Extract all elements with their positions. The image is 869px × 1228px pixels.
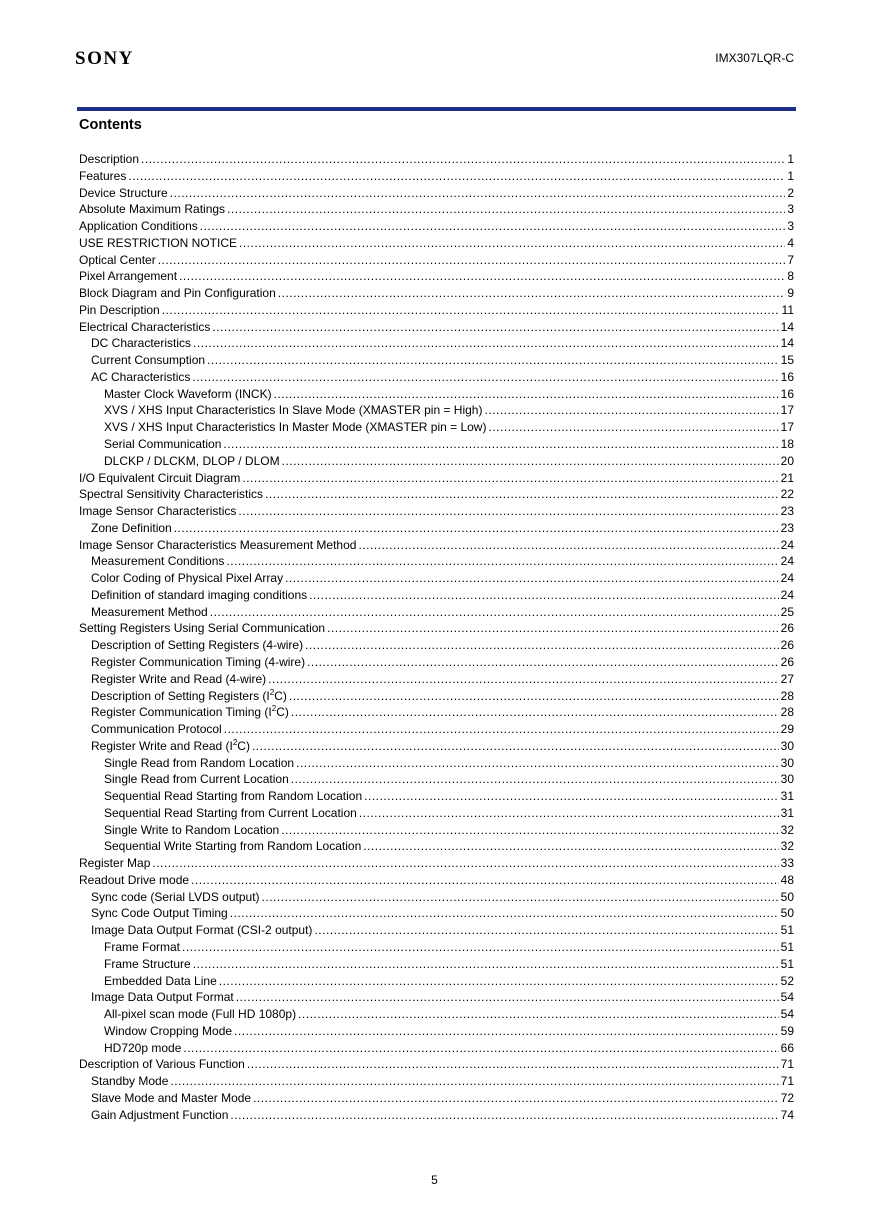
dot-leader bbox=[152, 855, 778, 872]
toc-entry-title: Communication Protocol bbox=[91, 722, 222, 737]
toc-entry-title: Color Coding of Physical Pixel Array bbox=[91, 571, 284, 586]
toc-entry-page: 31 bbox=[780, 805, 794, 820]
toc-entry-title: XVS / XHS Input Characteristics In Slave Mode (XMASTER pin = High) bbox=[104, 403, 483, 418]
table-of-contents bbox=[79, 151, 794, 1123]
toc-entry-page: 24 bbox=[780, 587, 794, 602]
toc-entry-page: 22 bbox=[780, 487, 794, 502]
toc-entry-page: 24 bbox=[780, 537, 794, 552]
dot-leader bbox=[281, 822, 778, 839]
toc-entry[interactable] bbox=[79, 738, 794, 755]
toc-entry-page: 30 bbox=[780, 772, 794, 787]
toc-entry[interactable] bbox=[79, 1023, 794, 1040]
toc-entry-title: Embedded Data Line bbox=[104, 973, 217, 988]
dot-leader bbox=[268, 671, 778, 688]
toc-entry-title: Frame Format bbox=[104, 939, 181, 954]
toc-entry-title: Register Write and Read (4-wire) bbox=[91, 671, 267, 686]
dot-leader bbox=[253, 1090, 779, 1107]
toc-entry-title: Slave Mode and Master Mode bbox=[91, 1090, 252, 1105]
toc-entry-page: 52 bbox=[780, 973, 794, 988]
dot-leader bbox=[192, 369, 778, 386]
toc-entry-title: Block Diagram and Pin Configuration bbox=[79, 286, 276, 301]
dot-leader bbox=[262, 889, 779, 906]
toc-entry-page: 54 bbox=[780, 990, 794, 1005]
toc-entry[interactable] bbox=[79, 637, 794, 654]
dot-leader bbox=[327, 620, 779, 637]
toc-entry[interactable] bbox=[79, 889, 794, 906]
toc-entry[interactable] bbox=[79, 905, 794, 922]
toc-entry-title: Sequential Write Starting from Random Location bbox=[104, 839, 362, 854]
toc-entry[interactable] bbox=[79, 319, 794, 336]
toc-entry-page: 17 bbox=[780, 420, 794, 435]
toc-entry-page: 66 bbox=[780, 1040, 794, 1055]
toc-entry[interactable] bbox=[79, 235, 794, 252]
toc-entry-title: Window Cropping Mode bbox=[104, 1023, 233, 1038]
toc-entry[interactable] bbox=[79, 386, 794, 403]
dot-leader bbox=[226, 553, 778, 570]
toc-entry[interactable] bbox=[79, 201, 794, 218]
dot-leader bbox=[238, 503, 778, 520]
toc-entry-title: Sequential Read Starting from Current Location bbox=[104, 805, 357, 820]
toc-entry-page: 1 bbox=[787, 152, 794, 166]
toc-entry[interactable] bbox=[79, 654, 794, 671]
toc-entry-title: Description of Setting Registers (4-wire) bbox=[91, 638, 304, 653]
dot-leader bbox=[239, 235, 785, 252]
dot-leader bbox=[158, 252, 786, 269]
toc-entry[interactable] bbox=[79, 218, 794, 235]
toc-entry-title: Pin Description bbox=[79, 302, 160, 317]
dot-leader bbox=[162, 302, 780, 319]
dot-leader bbox=[207, 352, 779, 369]
toc-entry-page: 24 bbox=[780, 571, 794, 586]
toc-entry-page: 26 bbox=[780, 638, 794, 653]
dot-leader bbox=[314, 922, 778, 939]
toc-entry[interactable] bbox=[79, 1056, 794, 1073]
toc-entry-page: 23 bbox=[780, 520, 794, 535]
toc-entry-page: 14 bbox=[780, 336, 794, 351]
toc-entry-page: 31 bbox=[780, 789, 794, 804]
dot-leader bbox=[191, 872, 779, 889]
toc-entry-page: 30 bbox=[780, 738, 794, 753]
dot-leader bbox=[298, 1006, 779, 1023]
toc-entry-title: Current Consumption bbox=[91, 353, 206, 368]
toc-entry[interactable] bbox=[79, 872, 794, 889]
toc-entry[interactable] bbox=[79, 470, 794, 487]
dot-leader bbox=[274, 386, 779, 403]
toc-entry-title: Master Clock Waveform (INCK) bbox=[104, 386, 272, 401]
dot-leader bbox=[212, 319, 778, 336]
toc-entry-page: 51 bbox=[780, 956, 794, 971]
toc-entry[interactable] bbox=[79, 771, 794, 788]
toc-entry-page: 33 bbox=[780, 856, 794, 871]
toc-entry-page: 74 bbox=[780, 1107, 794, 1122]
dot-leader bbox=[128, 168, 785, 185]
toc-entry[interactable] bbox=[79, 252, 794, 269]
toc-entry[interactable] bbox=[79, 973, 794, 990]
toc-entry[interactable] bbox=[79, 989, 794, 1006]
toc-entry-title: Definition of standard imaging conditions bbox=[91, 587, 308, 602]
toc-entry-title: DLCKP / DLCKM, DLOP / DLOM bbox=[104, 453, 280, 468]
toc-entry-title: Register Map bbox=[79, 856, 151, 871]
dot-leader bbox=[278, 285, 786, 302]
toc-entry[interactable] bbox=[79, 168, 794, 185]
toc-entry-title: Sync Code Output Timing bbox=[91, 906, 228, 921]
toc-entry[interactable] bbox=[79, 436, 794, 453]
toc-entry[interactable] bbox=[79, 1107, 794, 1124]
toc-entry-page: 4 bbox=[787, 235, 794, 250]
dot-leader bbox=[358, 537, 778, 554]
toc-entry-page: 71 bbox=[780, 1074, 794, 1089]
toc-entry-page: 20 bbox=[780, 453, 794, 468]
toc-entry-title: Readout Drive mode bbox=[79, 872, 190, 887]
toc-entry-title: Single Read from Current Location bbox=[104, 772, 289, 787]
toc-entry-page: 8 bbox=[787, 269, 794, 284]
toc-entry[interactable] bbox=[79, 1040, 794, 1057]
toc-entry[interactable] bbox=[79, 185, 794, 202]
toc-entry-page: 21 bbox=[780, 470, 794, 485]
dot-leader bbox=[282, 453, 779, 470]
toc-entry[interactable] bbox=[79, 671, 794, 688]
toc-entry[interactable] bbox=[79, 335, 794, 352]
toc-entry-page: 15 bbox=[780, 353, 794, 368]
toc-entry[interactable] bbox=[79, 755, 794, 772]
dot-leader bbox=[174, 520, 779, 537]
toc-entry-title: Serial Communication bbox=[104, 437, 222, 452]
dot-leader bbox=[309, 587, 779, 604]
toc-entry[interactable] bbox=[79, 822, 794, 839]
dot-leader bbox=[227, 201, 785, 218]
toc-entry-title: Frame Structure bbox=[104, 956, 191, 971]
toc-entry-page: 32 bbox=[780, 822, 794, 837]
toc-entry-title: Features bbox=[79, 168, 127, 183]
dot-leader bbox=[285, 570, 779, 587]
toc-entry-page: 17 bbox=[780, 403, 794, 418]
toc-entry-page: 14 bbox=[780, 319, 794, 334]
toc-entry[interactable] bbox=[79, 620, 794, 637]
toc-entry-title: Optical Center bbox=[79, 252, 156, 267]
toc-entry[interactable] bbox=[79, 453, 794, 470]
toc-entry-title: Register Write and Read $(I^2C)$ bbox=[91, 737, 250, 753]
dot-leader bbox=[224, 721, 779, 738]
toc-entry-page: 72 bbox=[780, 1090, 794, 1105]
dot-leader bbox=[363, 838, 778, 855]
toc-entry-page: 24 bbox=[780, 554, 794, 569]
dot-leader bbox=[230, 1107, 778, 1124]
toc-entry-page: 3 bbox=[787, 202, 794, 217]
dot-leader bbox=[289, 688, 779, 705]
toc-entry-title: USE RESTRICTION NOTICE bbox=[79, 235, 238, 250]
toc-entry-page: 26 bbox=[780, 654, 794, 669]
dot-leader bbox=[170, 185, 786, 202]
toc-entry-title: Sync code (Serial LVDS output) bbox=[91, 889, 260, 904]
toc-entry-page: 2 bbox=[787, 185, 794, 200]
toc-entry[interactable] bbox=[79, 956, 794, 973]
toc-entry-title: Pixel Arrangement bbox=[79, 269, 178, 284]
toc-entry[interactable] bbox=[79, 604, 794, 621]
toc-entry-title: XVS / XHS Input Characteristics In Master Mode (XMASTER pin = Low) bbox=[104, 420, 487, 435]
toc-entry-page: 3 bbox=[787, 219, 794, 234]
toc-entry[interactable] bbox=[79, 151, 794, 168]
toc-entry-page: 26 bbox=[780, 621, 794, 636]
toc-entry-page: 25 bbox=[780, 604, 794, 619]
toc-entry[interactable] bbox=[79, 553, 794, 570]
toc-entry-title: Image Sensor Characteristics Measurement Method bbox=[79, 537, 357, 552]
toc-entry-title: Image Sensor Characteristics bbox=[79, 504, 237, 519]
toc-entry[interactable] bbox=[79, 939, 794, 956]
toc-entry-title: All-pixel scan mode (Full HD 1080p) bbox=[104, 1007, 297, 1022]
toc-entry-title: Register Communication Timing (4-wire) bbox=[91, 654, 306, 669]
toc-entry-page: 59 bbox=[780, 1023, 794, 1038]
toc-entry-title: Description bbox=[79, 152, 140, 166]
toc-entry[interactable] bbox=[79, 838, 794, 855]
toc-entry[interactable] bbox=[79, 285, 794, 302]
dot-leader bbox=[247, 1056, 779, 1073]
dot-leader bbox=[242, 470, 778, 487]
toc-entry-page: 51 bbox=[780, 939, 794, 954]
toc-entry-page: 16 bbox=[780, 386, 794, 401]
toc-entry[interactable] bbox=[79, 855, 794, 872]
toc-entry[interactable] bbox=[79, 688, 794, 705]
toc-entry-page: 28 bbox=[780, 688, 794, 703]
toc-entry-page: 9 bbox=[787, 286, 794, 301]
dot-leader bbox=[296, 755, 779, 772]
toc-entry-page: 48 bbox=[780, 872, 794, 887]
toc-entry-page: 23 bbox=[780, 504, 794, 519]
dot-leader bbox=[291, 704, 779, 721]
dot-leader bbox=[179, 268, 785, 285]
toc-entry[interactable] bbox=[79, 1073, 794, 1090]
toc-entry-title: Standby Mode bbox=[91, 1074, 169, 1089]
page-number: 5 bbox=[431, 1173, 438, 1187]
toc-entry-page: 51 bbox=[780, 923, 794, 938]
toc-entry-title: Image Data Output Format bbox=[91, 990, 234, 1005]
toc-entry-page: 50 bbox=[780, 906, 794, 921]
toc-entry[interactable] bbox=[79, 352, 794, 369]
dot-leader bbox=[265, 486, 779, 503]
toc-entry-title: Description of Various Function bbox=[79, 1057, 245, 1072]
dot-leader bbox=[252, 738, 779, 755]
toc-entry-title: Sequential Read Starting from Random Location bbox=[104, 789, 363, 804]
toc-entry[interactable] bbox=[79, 302, 794, 319]
toc-entry[interactable] bbox=[79, 704, 794, 721]
toc-entry-page: 32 bbox=[780, 839, 794, 854]
toc-entry-page: 27 bbox=[780, 671, 794, 686]
dot-leader bbox=[141, 151, 785, 168]
dot-leader bbox=[307, 654, 779, 671]
toc-entry[interactable] bbox=[79, 922, 794, 939]
dot-leader bbox=[291, 771, 779, 788]
toc-entry-title: Register Communication Timing $(I^2C)$ bbox=[91, 704, 289, 720]
toc-entry-title: Spectral Sensitivity Characteristics bbox=[79, 487, 264, 502]
document-id: IMX307LQR-C bbox=[715, 51, 794, 65]
toc-entry-title: Measurement Conditions bbox=[91, 554, 225, 569]
toc-entry[interactable] bbox=[79, 486, 794, 503]
toc-entry-title: Measurement Method bbox=[91, 604, 208, 619]
toc-entry-page: 11 bbox=[781, 302, 794, 317]
toc-entry[interactable] bbox=[79, 805, 794, 822]
toc-entry-page: 29 bbox=[780, 722, 794, 737]
toc-entry[interactable] bbox=[79, 587, 794, 604]
toc-entry[interactable] bbox=[79, 1090, 794, 1107]
dot-leader bbox=[305, 637, 779, 654]
header-rule bbox=[77, 107, 796, 111]
toc-entry-title: HD720p mode bbox=[104, 1040, 182, 1055]
dot-leader bbox=[170, 1073, 778, 1090]
toc-entry-title: Setting Registers Using Serial Communication bbox=[79, 621, 326, 636]
toc-entry-title: Zone Definition bbox=[91, 520, 172, 535]
toc-entry-title: Image Data Output Format (CSI-2 output) bbox=[91, 923, 313, 938]
toc-entry-page: 16 bbox=[780, 369, 794, 384]
dot-leader bbox=[193, 335, 779, 352]
toc-entry[interactable] bbox=[79, 788, 794, 805]
toc-entry-title: I/O Equivalent Circuit Diagram bbox=[79, 470, 241, 485]
dot-leader bbox=[219, 973, 779, 990]
dot-leader bbox=[359, 805, 779, 822]
toc-entry[interactable] bbox=[79, 520, 794, 537]
toc-entry-page: 50 bbox=[780, 889, 794, 904]
toc-entry[interactable] bbox=[79, 721, 794, 738]
dot-leader bbox=[210, 604, 779, 621]
toc-entry-page: 7 bbox=[787, 252, 794, 267]
toc-entry[interactable] bbox=[79, 1006, 794, 1023]
dot-leader bbox=[200, 218, 786, 235]
toc-entry[interactable] bbox=[79, 537, 794, 554]
toc-entry-page: 1 bbox=[787, 168, 794, 183]
toc-entry-title: Application Conditions bbox=[79, 219, 198, 234]
dot-leader bbox=[193, 956, 779, 973]
toc-entry[interactable] bbox=[79, 503, 794, 520]
toc-entry[interactable] bbox=[79, 419, 794, 436]
toc-entry-title: Single Write to Random Location bbox=[104, 822, 280, 837]
dot-leader bbox=[223, 436, 778, 453]
toc-entry-page: 54 bbox=[780, 1007, 794, 1022]
toc-entry-page: 18 bbox=[780, 437, 794, 452]
dot-leader bbox=[484, 402, 778, 419]
toc-entry[interactable] bbox=[79, 369, 794, 386]
dot-leader bbox=[234, 1023, 779, 1040]
page-title: Contents bbox=[79, 117, 142, 133]
sony-logo: SONY bbox=[75, 48, 134, 69]
toc-entry-title: DC Characteristics bbox=[91, 336, 192, 351]
toc-entry-title: AC Characteristics bbox=[91, 369, 191, 384]
dot-leader bbox=[364, 788, 778, 805]
toc-entry[interactable] bbox=[79, 570, 794, 587]
toc-entry-page: 30 bbox=[780, 755, 794, 770]
dot-leader bbox=[236, 989, 779, 1006]
toc-entry-title: Description of Setting Registers $(I^2C)$ bbox=[91, 687, 287, 703]
toc-entry-title: Device Structure bbox=[79, 185, 168, 200]
toc-entry[interactable] bbox=[79, 268, 794, 285]
toc-entry-title: Absolute Maximum Ratings bbox=[79, 202, 226, 217]
dot-leader bbox=[488, 419, 778, 436]
dot-leader bbox=[183, 1040, 778, 1057]
toc-entry-page: 28 bbox=[780, 705, 794, 720]
toc-entry-page: 71 bbox=[780, 1057, 794, 1072]
toc-entry-title: Gain Adjustment Function bbox=[91, 1107, 229, 1122]
toc-entry-title: Single Read from Random Location bbox=[104, 755, 295, 770]
toc-entry-title: Electrical Characteristics bbox=[79, 319, 211, 334]
toc-entry[interactable] bbox=[79, 402, 794, 419]
dot-leader bbox=[230, 905, 779, 922]
dot-leader bbox=[182, 939, 779, 956]
